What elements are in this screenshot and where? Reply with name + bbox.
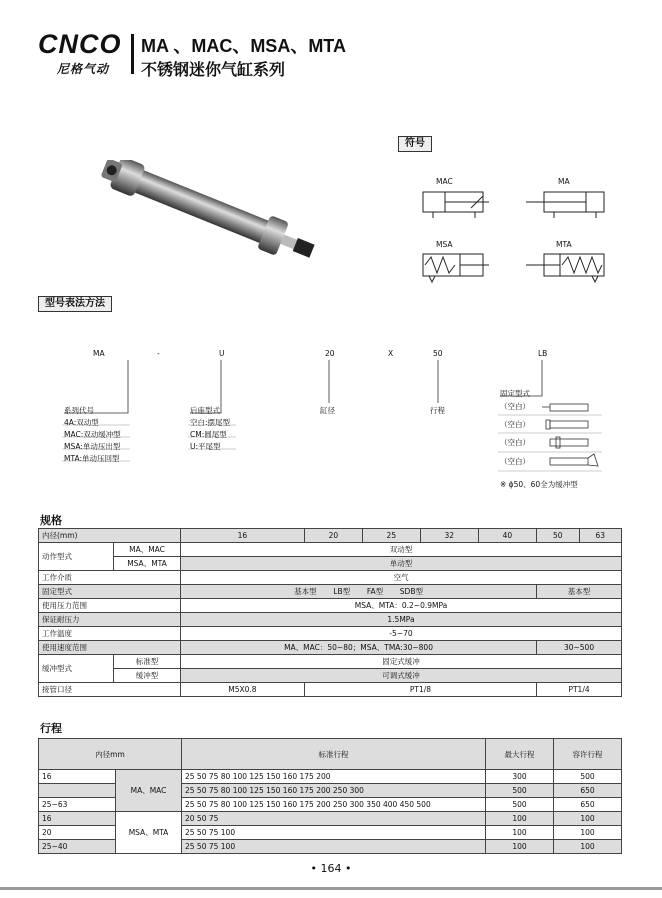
symbols-label: 符号 xyxy=(398,136,432,152)
stroke-max: 500 xyxy=(486,798,554,812)
spec-cushion-value-2: 可调式缓冲 xyxy=(181,669,622,683)
rear-title: 后座型式 xyxy=(190,406,220,415)
spec-mount-type-sdb: SDB型 xyxy=(399,587,423,596)
code-bore: 20 xyxy=(325,349,335,358)
spec-action-sub-1: MA、MAC xyxy=(114,543,181,557)
series-title: 系列代号 xyxy=(64,406,94,415)
spec-bore-20: 20 xyxy=(304,529,362,543)
model-label: 型号表法方法 xyxy=(38,296,112,312)
stroke-bore: 25~40 xyxy=(39,840,116,854)
stroke-max: 300 xyxy=(486,770,554,784)
stroke-bore xyxy=(39,784,116,798)
mount-note: ※ ϕ50、60全为缓冲型 xyxy=(500,480,578,489)
spec-cushion-value-1: 固定式缓冲 xyxy=(181,655,622,669)
series-item-mta: MTA:单动压回型 xyxy=(64,454,120,463)
stroke-allow: 100 xyxy=(554,840,622,854)
stroke-title: 行程 xyxy=(40,722,62,735)
stroke-allow: 100 xyxy=(554,826,622,840)
spec-mount-label: 固定型式 xyxy=(39,585,181,599)
spec-cushion-sub-2: 缓冲型 xyxy=(114,669,181,683)
series-item-mac: MAC:双动缓冲型 xyxy=(64,430,121,439)
rear-item-u: U:平尾型 xyxy=(190,442,221,451)
mount-item-2: （空白） xyxy=(500,420,530,429)
code-stroke: 50 xyxy=(433,349,443,358)
stroke-std: 25 50 75 100 xyxy=(182,826,486,840)
code-x: X xyxy=(388,349,394,358)
series-item-4a: 4A:双动型 xyxy=(64,418,99,427)
spec-mount-type-basic: 基本型 xyxy=(294,587,317,596)
stroke-bore: 20 xyxy=(39,826,116,840)
bottom-bar xyxy=(0,887,662,890)
mount-item-4: （空白） xyxy=(500,457,530,466)
stroke-allow: 100 xyxy=(554,812,622,826)
stroke-table xyxy=(38,738,622,854)
spec-cushion-sub-1: 标准型 xyxy=(114,655,181,669)
symbol-ma-icon xyxy=(526,188,611,218)
spec-medium-value: 空气 xyxy=(181,571,622,585)
spec-bore-16: 16 xyxy=(181,529,305,543)
stroke-max: 100 xyxy=(486,826,554,840)
spec-mount-right: 基本型 xyxy=(537,585,622,599)
spec-bore-50: 50 xyxy=(537,529,579,543)
spec-speed-label: 使用速度范围 xyxy=(39,641,181,655)
stroke-header-max: 最大行程 xyxy=(486,739,554,770)
stroke-max: 500 xyxy=(486,784,554,798)
spec-action-sub-2: MSA、MTA xyxy=(114,557,181,571)
stroke-std: 25 50 75 80 100 125 150 160 175 200 250 300 350 400 450 500 xyxy=(182,798,486,812)
spec-title: 规格 xyxy=(40,514,62,527)
page-title: MA 、MAC、MSA、MTA xyxy=(141,36,346,56)
stroke-label: 行程 xyxy=(430,406,445,415)
code-rear: U xyxy=(219,349,225,358)
spec-temp-label: 工作温度 xyxy=(39,627,181,641)
spec-bore-32: 32 xyxy=(420,529,478,543)
stroke-allow: 500 xyxy=(554,770,622,784)
stroke-header-std: 标准行程 xyxy=(182,739,486,770)
stroke-group-msa: MSA、MTA xyxy=(116,812,182,854)
spec-pressure-value: MSA、MTA：0.2~0.9MPa xyxy=(181,599,622,613)
stroke-allow: 650 xyxy=(554,798,622,812)
spec-proof-label: 保证耐压力 xyxy=(39,613,181,627)
spec-bore-25: 25 xyxy=(362,529,420,543)
header-divider xyxy=(131,34,134,74)
page-number: • 164 • xyxy=(310,862,352,875)
stroke-max: 100 xyxy=(486,840,554,854)
spec-table xyxy=(38,528,622,697)
spec-action-label: 动作型式 xyxy=(39,543,114,571)
page-subtitle: 不锈钢迷你气缸系列 xyxy=(141,60,286,79)
mount-item-3: （空白） xyxy=(500,438,530,447)
spec-temp-value: -5~70 xyxy=(181,627,622,641)
spec-cushion-label: 缓冲型式 xyxy=(39,655,114,683)
symbol-msa-icon xyxy=(405,250,490,284)
spec-mount-type-fa: FA型 xyxy=(366,587,384,596)
rear-item-blank: 空白:摆尾型 xyxy=(190,418,231,427)
stroke-std: 20 50 75 xyxy=(182,812,486,826)
cylinder-illustration xyxy=(90,160,330,260)
spec-bore-63: 63 xyxy=(579,529,622,543)
stroke-header-allow: 容许行程 xyxy=(554,739,622,770)
symbol-name-msa: MSA xyxy=(436,240,453,249)
spec-action-value-2: 单动型 xyxy=(181,557,622,571)
symbol-mac-icon xyxy=(405,188,490,218)
stroke-group-mac: MA、MAC xyxy=(116,770,182,812)
spec-proof-value: 1.5MPa xyxy=(181,613,622,627)
brand-subtitle: 尼格气动 xyxy=(57,62,110,76)
stroke-max: 100 xyxy=(486,812,554,826)
code-series: MA xyxy=(93,349,105,358)
spec-pressure-label: 使用压力范围 xyxy=(39,599,181,613)
brand-logo: CNCO xyxy=(38,29,122,59)
rear-item-cm: CM:圆尾型 xyxy=(190,430,227,439)
spec-port-label: 接管口径 xyxy=(39,683,181,697)
spec-speed-value: MA、MAC：50~80；MSA、TMA:30~800 xyxy=(181,641,537,655)
stroke-std: 25 50 75 80 100 125 150 160 175 200 xyxy=(182,770,486,784)
stroke-bore: 16 xyxy=(39,770,116,784)
spec-port-v2: PT1/8 xyxy=(304,683,536,697)
code-mount: LB xyxy=(538,349,548,358)
symbol-name-mta: MTA xyxy=(556,240,572,249)
code-dash: - xyxy=(157,349,160,358)
bore-label: 缸径 xyxy=(320,406,335,415)
symbol-name-mac: MAC xyxy=(436,177,453,186)
stroke-std: 25 50 75 80 100 125 150 160 175 200 250 300 xyxy=(182,784,486,798)
spec-bore-label: 内径(mm) xyxy=(39,529,181,543)
series-item-msa: MSA:单动压出型 xyxy=(64,442,121,451)
mount-title: 固定型式 xyxy=(500,389,530,398)
spec-medium-label: 工作介质 xyxy=(39,571,181,585)
stroke-header-bore: 内径mm xyxy=(39,739,182,770)
mount-item-1: （空白） xyxy=(500,402,530,411)
symbol-name-ma: MA xyxy=(558,177,570,186)
mount-diagrams xyxy=(498,396,608,476)
stroke-bore: 25~63 xyxy=(39,798,116,812)
stroke-bore: 16 xyxy=(39,812,116,826)
spec-action-value-1: 双动型 xyxy=(181,543,622,557)
stroke-allow: 650 xyxy=(554,784,622,798)
spec-bore-40: 40 xyxy=(478,529,536,543)
spec-port-v3: PT1/4 xyxy=(537,683,622,697)
spec-port-v1: M5X0.8 xyxy=(181,683,305,697)
spec-mount-type-lb: LB型 xyxy=(333,587,351,596)
spec-mount-types xyxy=(181,585,537,599)
symbol-mta-icon xyxy=(526,250,611,284)
spec-speed-right: 30~500 xyxy=(537,641,622,655)
stroke-std: 25 50 75 100 xyxy=(182,840,486,854)
